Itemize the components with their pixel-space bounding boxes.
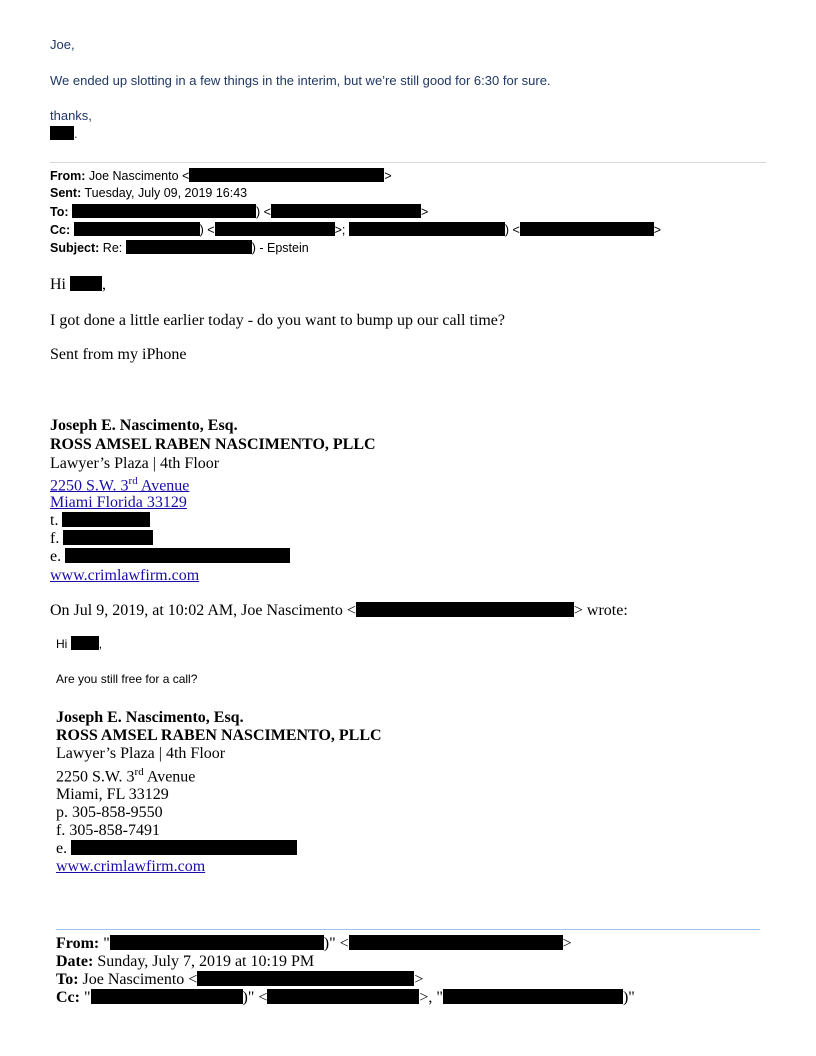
header1-from: From: Joe Nascimento < > <box>50 169 392 183</box>
quote1-intro: On Jul 9, 2019, at 10:02 AM, Joe Nascimento < > wrote: <box>50 602 628 619</box>
redaction-block <box>271 204 421 218</box>
redaction-block <box>215 222 335 236</box>
signature1-address-link[interactable]: 2250 S.W. 3rd Avenue <box>50 475 190 495</box>
signature2-phone: p. 305-858-9550 <box>56 804 163 821</box>
redaction-block <box>50 126 74 140</box>
signature1-fax: f. <box>50 530 153 548</box>
redaction-block <box>126 240 252 254</box>
message1-sent-from: Sent from my iPhone <box>50 346 187 363</box>
signature2-email: e. <box>56 840 297 858</box>
redaction-block <box>197 971 414 986</box>
signature1-tel: t. <box>50 512 150 530</box>
divider <box>56 929 760 930</box>
redaction-block <box>349 935 563 950</box>
reply-greeting: Joe, <box>50 37 75 52</box>
signature1-office: Lawyer’s Plaza | 4th Floor <box>50 455 220 472</box>
quote1-greeting: Hi , <box>56 637 103 651</box>
redaction-block <box>65 548 290 563</box>
signature2-website-link[interactable]: www.crimlawfirm.com <box>56 858 206 875</box>
signature1-email: e. <box>50 548 290 566</box>
redaction-block <box>71 636 99 650</box>
redaction-block <box>356 602 574 617</box>
signature2-address: 2250 S.W. 3rd Avenue <box>56 766 196 786</box>
signature1-firm: ROSS AMSEL RABEN NASCIMENTO, PLLC <box>50 436 376 453</box>
divider <box>50 162 766 163</box>
redaction-block <box>91 989 243 1004</box>
signature2-office: Lawyer’s Plaza | 4th Floor <box>56 745 226 762</box>
signature2-firm: ROSS AMSEL RABEN NASCIMENTO, PLLC <box>56 727 382 744</box>
signature1-name: Joseph E. Nascimento, Esq. <box>50 417 238 434</box>
signature2-city: Miami, FL 33129 <box>56 786 169 803</box>
redaction-block <box>110 935 324 950</box>
message1-greeting: Hi , <box>50 276 106 293</box>
redaction-block <box>189 168 384 182</box>
signature1-website-link[interactable]: www.crimlawfirm.com <box>50 567 200 584</box>
redaction-block <box>72 204 256 218</box>
header2-to: To: Joe Nascimento < > <box>56 971 424 988</box>
quote1-body: Are you still free for a call? <box>56 672 198 686</box>
header2-cc: Cc: " )" < >, " )" <box>56 989 635 1006</box>
signature2-name: Joseph E. Nascimento, Esq. <box>56 709 244 726</box>
redaction-block <box>349 222 505 236</box>
reply-signoff: . <box>50 126 78 141</box>
signature1-city-link[interactable]: Miami Florida 33129 <box>50 494 187 511</box>
header1-cc: Cc: ) < >; ) < > <box>50 223 662 237</box>
header2-from: From: " )" < > <box>56 935 572 952</box>
redaction-block <box>63 530 153 545</box>
redaction-block <box>267 989 419 1004</box>
redaction-block <box>62 512 150 527</box>
header1-to: To: ) < > <box>50 205 429 219</box>
header2-date: Date: Sunday, July 7, 2019 at 10:19 PM <box>56 953 315 970</box>
reply-closing: thanks, <box>50 108 92 123</box>
redaction-block <box>71 840 297 855</box>
reply-body: We ended up slotting in a few things in the interim, but we’re still good for 6:30 for sure. <box>50 73 551 88</box>
header1-subject: Subject: Re: ) - Epstein <box>50 241 309 255</box>
redaction-block <box>443 989 623 1004</box>
redaction-block <box>74 222 200 236</box>
message1-body: I got done a little earlier today - do you want to bump up our call time? <box>50 312 505 329</box>
header1-sent: Sent: Tuesday, July 09, 2019 16:43 <box>50 186 248 200</box>
signature2-fax: f. 305-858-7491 <box>56 822 160 839</box>
redaction-block <box>70 276 102 291</box>
redaction-block <box>520 222 654 236</box>
